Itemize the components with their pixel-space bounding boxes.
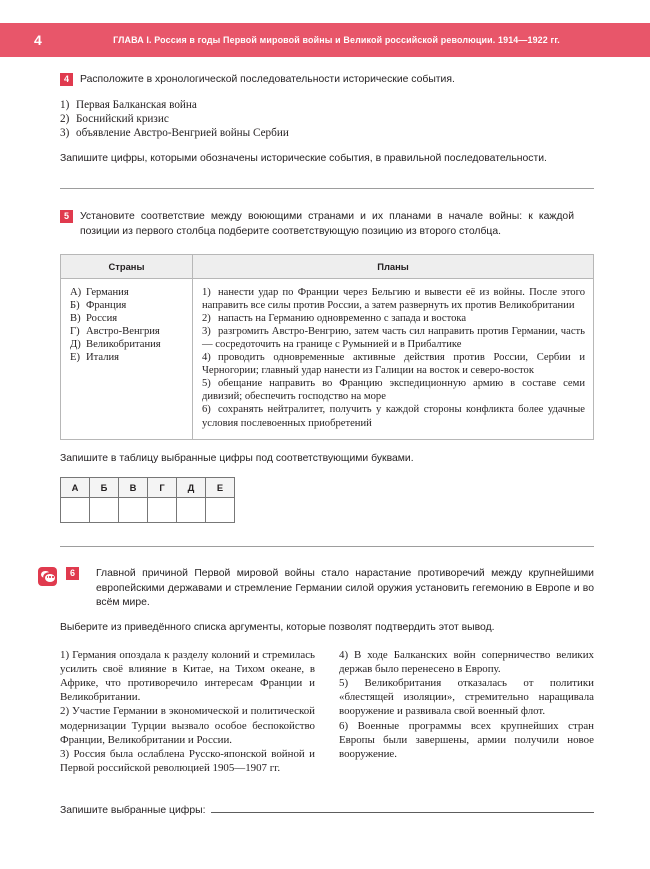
list-item (202, 377, 585, 403)
chapter-title: ГЛАВА I. Россия в годы Первой мировой войны и Великой российской революции. 1914—1922 гг. (113, 34, 560, 46)
plan-text: напасть на Германию одновременно с запада и востока (218, 312, 467, 324)
list-item-label: Первая Балканская война (76, 98, 197, 111)
plan-number: 3) (202, 325, 211, 337)
list-item (202, 351, 585, 377)
answer-grid-letter: В (119, 478, 148, 498)
section-divider (60, 546, 594, 547)
page-number: 4 (34, 32, 42, 48)
plan-number: 4) (202, 352, 211, 364)
answer-grid-input-row[interactable] (61, 498, 235, 523)
column-header-countries: Страны (61, 254, 193, 278)
answer-grid-cell[interactable] (148, 498, 177, 523)
list-item-number: 1) (60, 98, 70, 111)
task-4-events (60, 98, 594, 141)
list-item-label: Боснийский кризис (76, 113, 169, 125)
plan-text: проводить одновременные активные действия против России, Сербии и Черногории; главный удар нанести из Галиции на восток и северо-восток (202, 352, 585, 377)
answer-grid-header-row (61, 478, 235, 498)
task-5-instruction: Запишите в таблицу выбранные цифры под соответствующими буквами. (60, 452, 414, 464)
argument-item: 1) Германия опоздала к разделу колоний и стремилась усилить своё влияние в Китае, на Тихом океане, в Африке, что противоречило интересам Франции и Великобритании. (60, 648, 315, 704)
argument-item: 3) Россия была ослаблена Русско-японской войной и Первой российской революцией 1905—1907 гг. (60, 748, 315, 775)
list-item (70, 312, 184, 325)
task-6-arguments (60, 648, 594, 776)
list-item (70, 286, 184, 299)
answer-grid-cell[interactable] (177, 498, 206, 523)
task-6-instruction: Выберите из приведённого списка аргументы, которые позволят подтвердить этот вывод. (60, 622, 495, 633)
list-item (202, 403, 585, 429)
arguments-left-column (60, 648, 315, 776)
answer-grid-letter: Е (206, 478, 235, 498)
plan-number: 1) (202, 286, 211, 298)
answer-grid-cell[interactable] (61, 498, 90, 523)
task-6-answer-line[interactable] (60, 803, 594, 816)
country-name: Италия (86, 352, 120, 364)
answer-grid-cell[interactable] (119, 498, 148, 523)
task-4-number: 4 (60, 73, 73, 86)
list-item (60, 98, 594, 112)
country-letter: Е) (70, 352, 80, 364)
task-5 (0, 210, 650, 239)
countries-cell (61, 278, 193, 439)
list-item-number: 2) (60, 113, 70, 125)
country-letter: Г) (70, 325, 80, 337)
table-row (61, 278, 594, 439)
list-item (60, 126, 594, 140)
answer-grid-letter: Г (148, 478, 177, 498)
task-4-instruction: Запишите цифры, которыми обозначены исторические события, в правильной последовательности. (60, 152, 547, 164)
answer-line-label: Запишите выбранные цифры: (60, 805, 206, 817)
list-item (70, 351, 184, 364)
answer-line-blank[interactable] (211, 803, 594, 813)
list-item (60, 112, 594, 126)
running-head (0, 23, 650, 57)
plans-cell (193, 278, 594, 439)
plan-number: 2) (202, 312, 211, 324)
list-item (70, 299, 184, 312)
list-item (202, 286, 585, 312)
country-letter: Д) (70, 338, 81, 350)
table-header-row (61, 254, 594, 278)
country-letter: В) (70, 312, 81, 324)
plan-number: 6) (202, 404, 211, 416)
speech-bubble-front-icon (45, 574, 55, 582)
column-header-plans: Планы (193, 254, 594, 278)
task-6-statement: Главной причиной Первой мировой войны стало нарастание противоречий между крупнейшими европейскими державами и стремление Германии силой оружия установить гегемонию в Европе и во всём мире. (96, 568, 594, 609)
argument-item: 6) Военные программы всех крупнейших стран Европы были завершены, армии получили новое вооружение. (339, 719, 594, 761)
country-name: Германия (86, 286, 129, 298)
country-name: Россия (86, 312, 118, 324)
country-name: Франция (86, 299, 127, 311)
country-letter: А) (70, 286, 82, 298)
plan-text: сохранять нейтралитет, получить у каждой стороны конфликта более удачные условия послевоенных приобретений (202, 404, 585, 429)
list-item (70, 338, 184, 351)
discussion-icon (38, 567, 57, 586)
argument-item: 5) Великобритания отказалась от политики «блестящей изоляции», стремительно наращивала вооружение и развивала свой военный флот. (339, 677, 594, 718)
argument-item: 4) В ходе Балканских войн соперничество великих держав было перенесено в Европу. (339, 648, 594, 675)
answer-grid[interactable] (60, 477, 235, 523)
task-6-number: 6 (66, 567, 79, 580)
match-table (60, 254, 594, 440)
task-6 (0, 567, 650, 611)
plan-text: нанести удар по Франции через Бельгию и вывести её из войны. После этого направить все силы против России, а затем развернуть их против Великобритании (202, 286, 585, 311)
plan-text: обещание направить во Францию экспедиционную армию в составе семи дивизий; обеспечить господство на море (202, 378, 585, 403)
answer-grid-cell[interactable] (90, 498, 119, 523)
list-item (202, 312, 585, 325)
plan-text: разгромить Австро-Венгрию, затем часть сил направить против Германии, часть — сосредоточить на границе с Румынией и в Прибалтике (202, 325, 585, 350)
country-letter: Б) (70, 299, 80, 311)
task-4 (0, 73, 650, 166)
list-item (202, 325, 585, 351)
answer-grid-letter: Д (177, 478, 206, 498)
list-item-label: объявление Австро-Венгрией войны Сербии (76, 127, 289, 140)
ellipsis-dots-icon (47, 576, 54, 577)
argument-item: 2) Участие Германии в экономической и политической модернизации Турции вызвало особое беспокойство Франции, Великобритании и России. (60, 705, 315, 746)
task-5-prompt: Установите соответствие между воюющими странами и их планами в начале войны: к каждой позиции из первого столбца подберите соответствующую позицию из второго столбца. (80, 211, 574, 237)
list-item-number: 3) (60, 127, 70, 140)
list-item (70, 325, 184, 338)
section-divider (60, 188, 594, 189)
page-body (0, 57, 650, 816)
task-5-number: 5 (60, 210, 73, 223)
answer-grid-cell[interactable] (206, 498, 235, 523)
answer-grid-letter: Б (90, 478, 119, 498)
country-name: Великобритания (86, 338, 161, 350)
answer-grid-letter: А (61, 478, 90, 498)
arguments-right-column (339, 648, 594, 776)
task-4-prompt: Расположите в хронологической последовательности исторические события. (80, 74, 455, 85)
plan-number: 5) (202, 378, 211, 390)
country-name: Австро-Венгрия (86, 325, 160, 337)
